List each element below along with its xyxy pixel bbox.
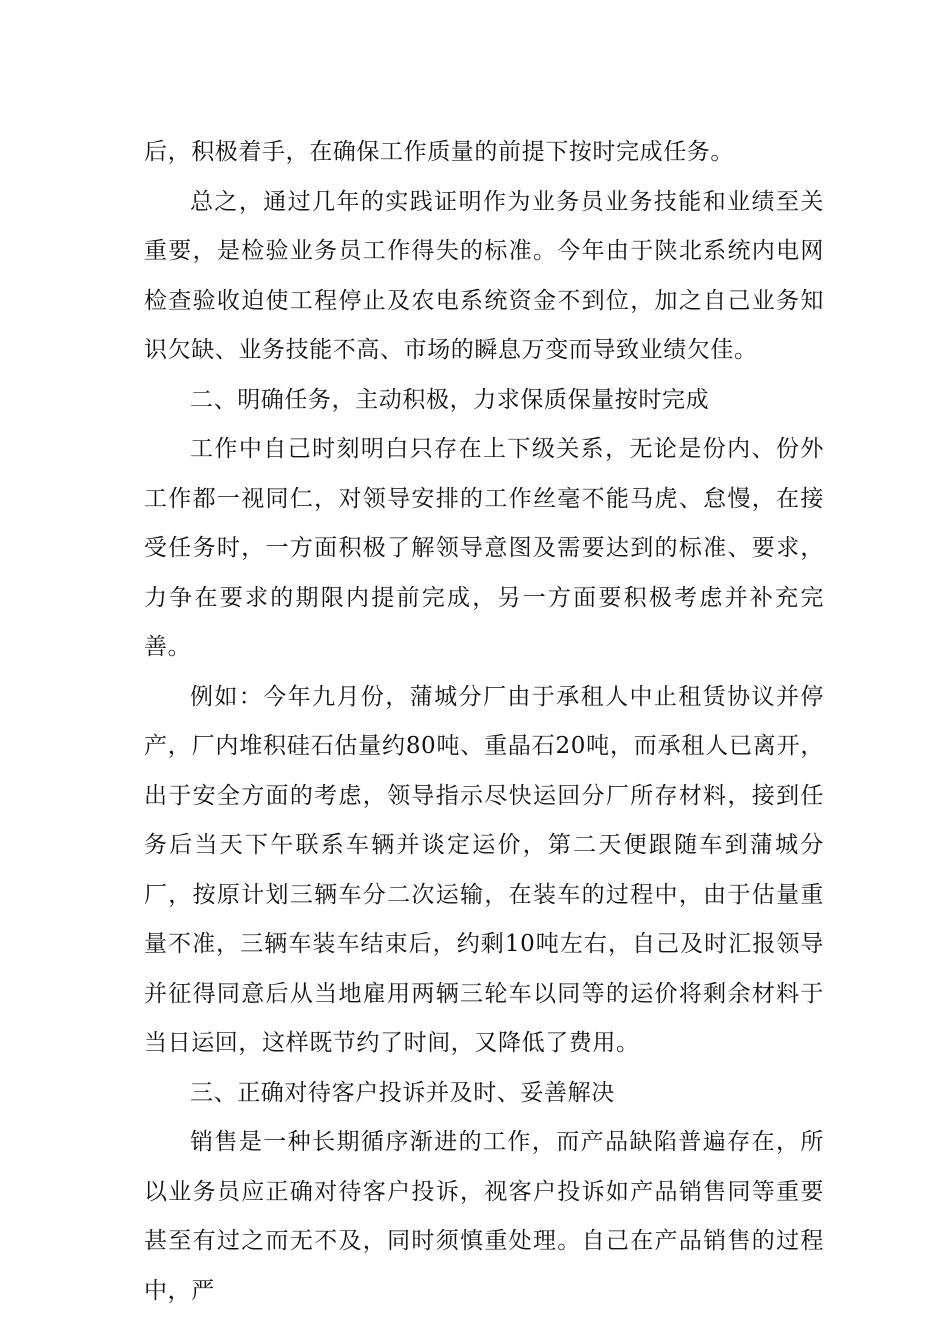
paragraph-3: 工作中自己时刻明白只存在上下级关系，无论是份内、份外工作都一视同仁，对领导安排的工作丝毫不能马虎、怠慢，在接受任务时，一方面积极了解领导意图及需要达到的标准、要求，力争在要求的期限内提前完成，另一方面要积极考虑并补充完善。 [144,436,824,660]
paragraph-5: 销售是一种长期循序渐进的工作，而产品缺陷普遍存在，所以业务员应正确对待客户投诉，视客户投诉如产品销售同等重要甚至有过之而无不及，同时须慎重处理。自己在产品销售的过程中，严 [144,1129,824,1304]
section-heading-3: 三、正确对待客户投诉并及时、妥善解决 [190,1079,615,1106]
section-heading-2: 二、明确任务，主动积极，力求保质保量按时完成 [190,386,710,413]
paragraph-2: 总之，通过几年的实践证明作为业务员业务技能和业绩至关重要，是检验业务员工作得失的标准。今年由于陕北系统内电网检查验收迫使工程停止及农电系统资金不到位，加之自己业务知识欠缺、业务技能不高、市场的瞬息万变而导致业绩欠佳。 [144,188,824,363]
document-body [144,128,824,1316]
paragraph-4: 例如：今年九月份，蒲城分厂由于承租人中止租赁协议并停产，厂内堆积硅石估量约80吨、重晶石20吨，而承租人已离开，出于安全方面的考虑，领导指示尽快运回分厂所存材料，接到任务后当天下午联系车辆并谈定运价，第二天便跟随车到蒲城分厂，按原计划三辆车分二次运输，在装车的过程中，由于估量重量不准，三辆车装车结束后，约剩10吨左右，自己及时汇报领导并征得同意后从当地雇用两辆三轮车以同等的运价将剩余材料于当日运回，这样既节约了时间，又降低了费用。 [144,683,824,1056]
paragraph-1: 后，积极着手，在确保工作质量的前提下按时完成任务。 [144,139,734,165]
